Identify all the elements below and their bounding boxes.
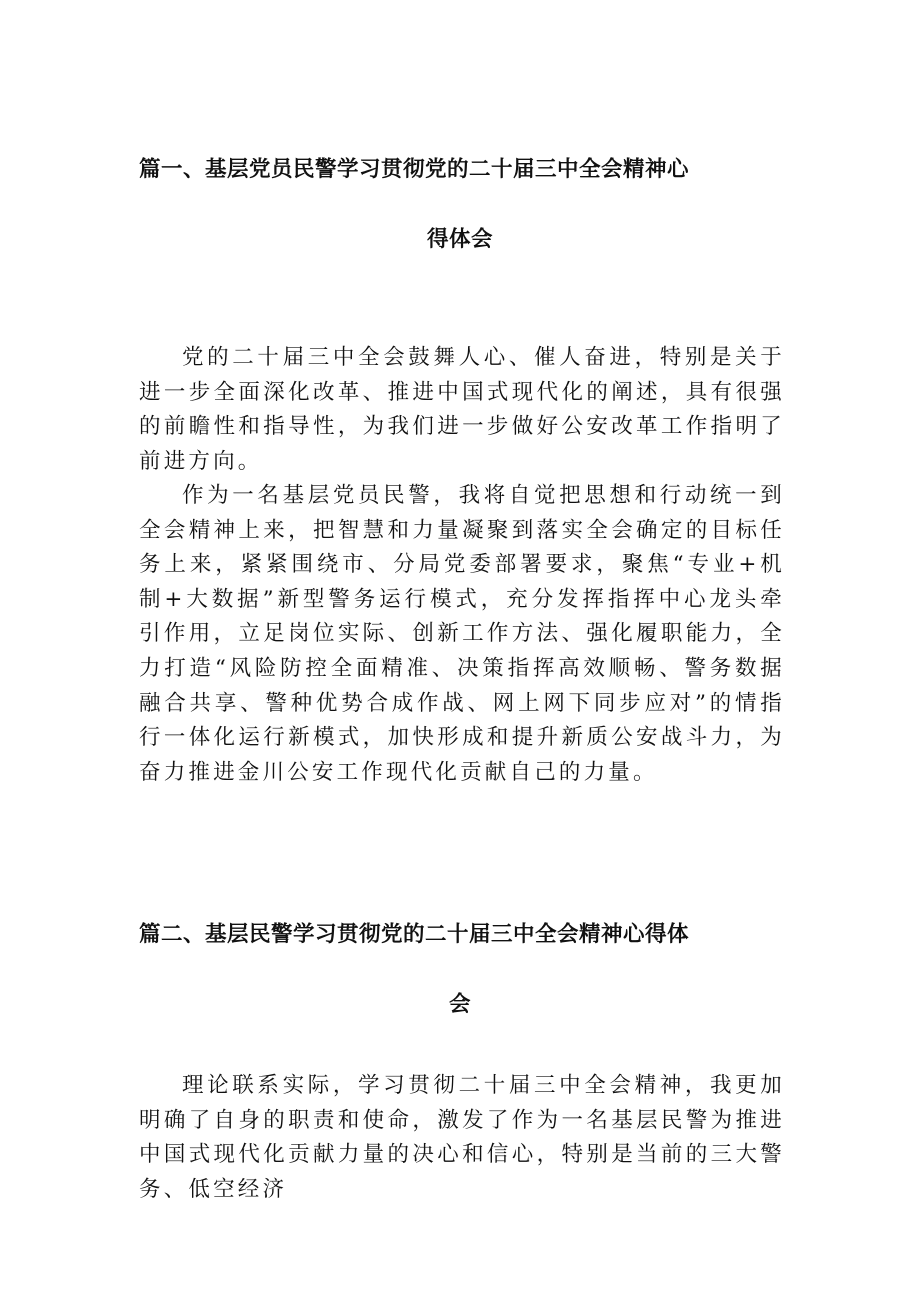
section-1-paragraph-2: 作为一名基层党员民警，我将自觉把思想和行动统一到全会精神上来，把智慧和力量凝聚到落实全会确定的目标任务上来，紧紧围绕市、分局党委部署要求，聚焦“专业+机制+大数据”新型警务运行模式，充分发挥指挥中心龙头牵引作用，立足岗位实际、创新工作方法、强化履职能力，全力打造“风险防控全面精准、决策指挥高效顺畅、警务数据融合共享、警种优势合成作战、网上网下同步应对”的情指行一体化运行新模式，加快形成和提升新质公安战斗力，为奋力推进金川公安工作现代化贡献自己的力量。 bbox=[139, 483, 785, 785]
section-1-title bbox=[139, 135, 789, 275]
section-2-paragraph-1: 理论联系实际，学习贯彻二十届三中全会精神，我更加明确了自身的职责和使命，激发了作为一名基层民警为推进中国式现代化贡献力量的决心和信心，特别是当前的三大警务、低空经济 bbox=[139, 1073, 785, 1202]
section-1-title-line1: 篇一、基层党员民警学习贯彻党的二十届三中全会精神心 bbox=[139, 157, 690, 182]
section-1-paragraph-1: 党的二十届三中全会鼓舞人心、催人奋进，特别是关于进一步全面深化改革、推进中国式现代化的阐述，具有很强的前瞻性和指导性，为我们进一步做好公安改革工作指明了前进方向。 bbox=[139, 345, 785, 474]
section-1-title-line2: 得体会 bbox=[426, 227, 493, 252]
section-2-title bbox=[139, 900, 789, 1040]
section-2-title-line1: 篇二、基层民警学习贯彻党的二十届三中全会精神心得体 bbox=[139, 922, 690, 947]
section-2-title-line2: 会 bbox=[448, 992, 471, 1017]
